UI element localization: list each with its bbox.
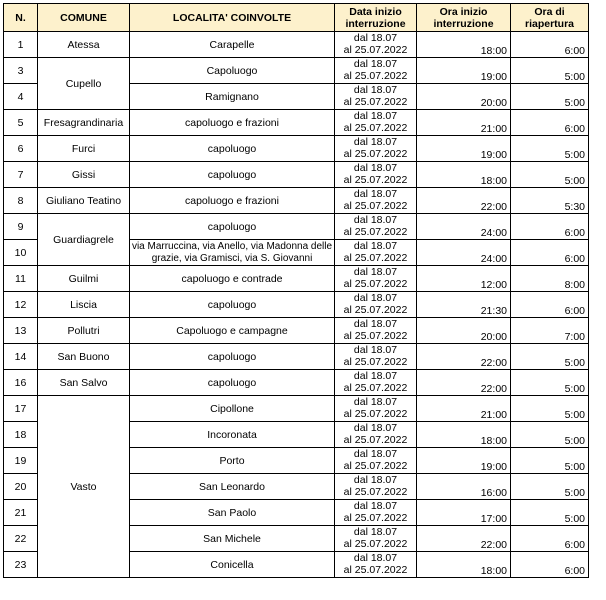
date-to: al 25.07.2022 <box>343 277 408 290</box>
date-range-cell <box>335 188 417 214</box>
date-range-cell <box>335 422 417 448</box>
date-to: al 25.07.2022 <box>343 537 408 550</box>
row-number: 5 <box>4 110 38 136</box>
header-ora-inizio: Ora inizio interruzione <box>417 4 511 32</box>
date-to: al 25.07.2022 <box>343 173 408 186</box>
date-to: al 25.07.2022 <box>343 433 408 446</box>
reopen-time-cell: 5:00 <box>511 474 589 500</box>
row-number: 12 <box>4 292 38 318</box>
date-range-cell <box>335 110 417 136</box>
localita-cell: San Leonardo <box>130 474 335 500</box>
row-number: 16 <box>4 370 38 396</box>
comune-cell: Pollutri <box>38 318 130 344</box>
start-time-cell: 24:00 <box>417 214 511 240</box>
date-from: dal 18.07 <box>353 110 398 122</box>
date-range-cell <box>335 32 417 58</box>
comune-cell: Guilmi <box>38 266 130 292</box>
start-time-cell: 18:00 <box>417 552 511 578</box>
localita-cell: capoluogo e contrade <box>130 266 335 292</box>
date-range-cell <box>335 448 417 474</box>
header-n: N. <box>4 4 38 32</box>
start-time-cell: 18:00 <box>417 32 511 58</box>
table-row <box>4 58 589 84</box>
comune-cell: Furci <box>38 136 130 162</box>
date-to: al 25.07.2022 <box>343 407 408 420</box>
row-number: 6 <box>4 136 38 162</box>
localita-cell: Porto <box>130 448 335 474</box>
localita-cell: Conicella <box>130 552 335 578</box>
date-from: dal 18.07 <box>353 292 398 304</box>
comune-cell: Gissi <box>38 162 130 188</box>
row-number: 14 <box>4 344 38 370</box>
row-number: 10 <box>4 240 38 266</box>
date-from: dal 18.07 <box>353 214 398 226</box>
reopen-time-cell: 5:00 <box>511 58 589 84</box>
start-time-cell: 21:30 <box>417 292 511 318</box>
table-row <box>4 110 589 136</box>
table-row <box>4 32 589 58</box>
reopen-time-cell: 5:00 <box>511 370 589 396</box>
date-to: al 25.07.2022 <box>343 485 408 498</box>
reopen-time-cell: 8:00 <box>511 266 589 292</box>
comune-cell: Liscia <box>38 292 130 318</box>
localita-cell: capoluogo e frazioni <box>130 188 335 214</box>
start-time-cell: 21:00 <box>417 110 511 136</box>
date-range-cell <box>335 500 417 526</box>
table-row <box>4 266 589 292</box>
start-time-cell: 18:00 <box>417 422 511 448</box>
start-time-cell: 19:00 <box>417 136 511 162</box>
row-number: 9 <box>4 214 38 240</box>
interruption-table <box>3 3 589 578</box>
date-to: al 25.07.2022 <box>343 355 408 368</box>
reopen-time-cell: 6:00 <box>511 110 589 136</box>
date-from: dal 18.07 <box>353 526 398 538</box>
date-range-cell <box>335 344 417 370</box>
date-to: al 25.07.2022 <box>343 459 408 472</box>
row-number: 22 <box>4 526 38 552</box>
date-to: al 25.07.2022 <box>343 303 408 316</box>
reopen-time-cell: 5:00 <box>511 448 589 474</box>
row-number: 4 <box>4 84 38 110</box>
header-data: Data inizio interruzione <box>335 4 417 32</box>
row-number: 17 <box>4 396 38 422</box>
localita-cell: via Marruccina, via Anello, via Madonna delle grazie, via Gramisci, via S. Giovanni <box>130 240 335 266</box>
localita-cell: Capoluogo e campagne <box>130 318 335 344</box>
date-range-cell <box>335 474 417 500</box>
date-range-cell <box>335 266 417 292</box>
date-to: al 25.07.2022 <box>343 43 408 56</box>
reopen-time-cell: 5:00 <box>511 422 589 448</box>
localita-cell: Ramignano <box>130 84 335 110</box>
table-row <box>4 292 589 318</box>
localita-cell: Carapelle <box>130 32 335 58</box>
localita-cell: capoluogo <box>130 292 335 318</box>
reopen-time-cell: 5:00 <box>511 344 589 370</box>
table-row <box>4 344 589 370</box>
table-row <box>4 214 589 240</box>
start-time-cell: 22:00 <box>417 526 511 552</box>
row-number: 21 <box>4 500 38 526</box>
row-number: 1 <box>4 32 38 58</box>
date-from: dal 18.07 <box>353 32 398 44</box>
date-from: dal 18.07 <box>353 370 398 382</box>
reopen-time-cell: 6:00 <box>511 32 589 58</box>
date-from: dal 18.07 <box>353 84 398 96</box>
date-range-cell <box>335 292 417 318</box>
reopen-time-cell: 5:30 <box>511 188 589 214</box>
start-time-cell: 17:00 <box>417 500 511 526</box>
date-from: dal 18.07 <box>353 162 398 174</box>
header-localita: LOCALITA' COINVOLTE <box>130 4 335 32</box>
table-row <box>4 188 589 214</box>
localita-cell: Capoluogo <box>130 58 335 84</box>
table-row <box>4 162 589 188</box>
date-range-cell <box>335 318 417 344</box>
start-time-cell: 20:00 <box>417 318 511 344</box>
reopen-time-cell: 6:00 <box>511 240 589 266</box>
date-range-cell <box>335 136 417 162</box>
date-from: dal 18.07 <box>353 188 398 200</box>
reopen-time-cell: 7:00 <box>511 318 589 344</box>
date-from: dal 18.07 <box>353 552 398 564</box>
localita-cell: Cipollone <box>130 396 335 422</box>
table-row <box>4 396 589 422</box>
date-to: al 25.07.2022 <box>343 199 408 212</box>
start-time-cell: 18:00 <box>417 162 511 188</box>
date-from: dal 18.07 <box>353 448 398 460</box>
date-range-cell <box>335 552 417 578</box>
header-row <box>4 4 589 32</box>
start-time-cell: 21:00 <box>417 396 511 422</box>
comune-cell: Cupello <box>38 58 130 110</box>
date-range-cell <box>335 162 417 188</box>
localita-cell: capoluogo <box>130 162 335 188</box>
comune-cell: Giuliano Teatino <box>38 188 130 214</box>
reopen-time-cell: 5:00 <box>511 500 589 526</box>
comune-cell: Vasto <box>38 396 130 578</box>
table-row <box>4 318 589 344</box>
row-number: 3 <box>4 58 38 84</box>
date-from: dal 18.07 <box>353 58 398 70</box>
reopen-time-cell: 5:00 <box>511 84 589 110</box>
row-number: 23 <box>4 552 38 578</box>
start-time-cell: 22:00 <box>417 370 511 396</box>
start-time-cell: 19:00 <box>417 448 511 474</box>
start-time-cell: 22:00 <box>417 344 511 370</box>
comune-cell: San Buono <box>38 344 130 370</box>
row-number: 19 <box>4 448 38 474</box>
date-range-cell <box>335 370 417 396</box>
start-time-cell: 19:00 <box>417 58 511 84</box>
comune-cell: Fresagrandinaria <box>38 110 130 136</box>
localita-cell: capoluogo e frazioni <box>130 110 335 136</box>
reopen-time-cell: 6:00 <box>511 526 589 552</box>
date-range-cell <box>335 396 417 422</box>
date-range-cell <box>335 214 417 240</box>
date-range-cell <box>335 58 417 84</box>
localita-cell: San Michele <box>130 526 335 552</box>
start-time-cell: 24:00 <box>417 240 511 266</box>
date-to: al 25.07.2022 <box>343 251 408 264</box>
row-number: 18 <box>4 422 38 448</box>
date-to: al 25.07.2022 <box>343 121 408 134</box>
date-range-cell <box>335 240 417 266</box>
header-comune: COMUNE <box>38 4 130 32</box>
date-to: al 25.07.2022 <box>343 95 408 108</box>
localita-cell: capoluogo <box>130 344 335 370</box>
date-to: al 25.07.2022 <box>343 511 408 524</box>
comune-cell: San Salvo <box>38 370 130 396</box>
header-ora-riapertura: Ora di riapertura <box>511 4 589 32</box>
date-from: dal 18.07 <box>353 500 398 512</box>
comune-cell: Atessa <box>38 32 130 58</box>
reopen-time-cell: 6:00 <box>511 214 589 240</box>
date-from: dal 18.07 <box>353 318 398 330</box>
reopen-time-cell: 5:00 <box>511 136 589 162</box>
table-row <box>4 136 589 162</box>
start-time-cell: 22:00 <box>417 188 511 214</box>
localita-cell: Incoronata <box>130 422 335 448</box>
row-number: 7 <box>4 162 38 188</box>
date-to: al 25.07.2022 <box>343 381 408 394</box>
date-from: dal 18.07 <box>353 266 398 278</box>
reopen-time-cell: 6:00 <box>511 292 589 318</box>
reopen-time-cell: 5:00 <box>511 396 589 422</box>
localita-cell: capoluogo <box>130 370 335 396</box>
reopen-time-cell: 5:00 <box>511 162 589 188</box>
row-number: 20 <box>4 474 38 500</box>
row-number: 11 <box>4 266 38 292</box>
date-from: dal 18.07 <box>353 422 398 434</box>
row-number: 13 <box>4 318 38 344</box>
table-row <box>4 370 589 396</box>
localita-cell: capoluogo <box>130 214 335 240</box>
start-time-cell: 20:00 <box>417 84 511 110</box>
date-to: al 25.07.2022 <box>343 147 408 160</box>
start-time-cell: 16:00 <box>417 474 511 500</box>
date-to: al 25.07.2022 <box>343 329 408 342</box>
date-from: dal 18.07 <box>353 240 398 252</box>
reopen-time-cell: 6:00 <box>511 552 589 578</box>
date-from: dal 18.07 <box>353 136 398 148</box>
date-range-cell <box>335 526 417 552</box>
row-number: 8 <box>4 188 38 214</box>
date-from: dal 18.07 <box>353 344 398 356</box>
date-to: al 25.07.2022 <box>343 225 408 238</box>
date-from: dal 18.07 <box>353 474 398 486</box>
localita-cell: San Paolo <box>130 500 335 526</box>
start-time-cell: 12:00 <box>417 266 511 292</box>
date-to: al 25.07.2022 <box>343 69 408 82</box>
date-from: dal 18.07 <box>353 396 398 408</box>
comune-cell: Guardiagrele <box>38 214 130 266</box>
localita-cell: capoluogo <box>130 136 335 162</box>
date-range-cell <box>335 84 417 110</box>
date-to: al 25.07.2022 <box>343 563 408 576</box>
